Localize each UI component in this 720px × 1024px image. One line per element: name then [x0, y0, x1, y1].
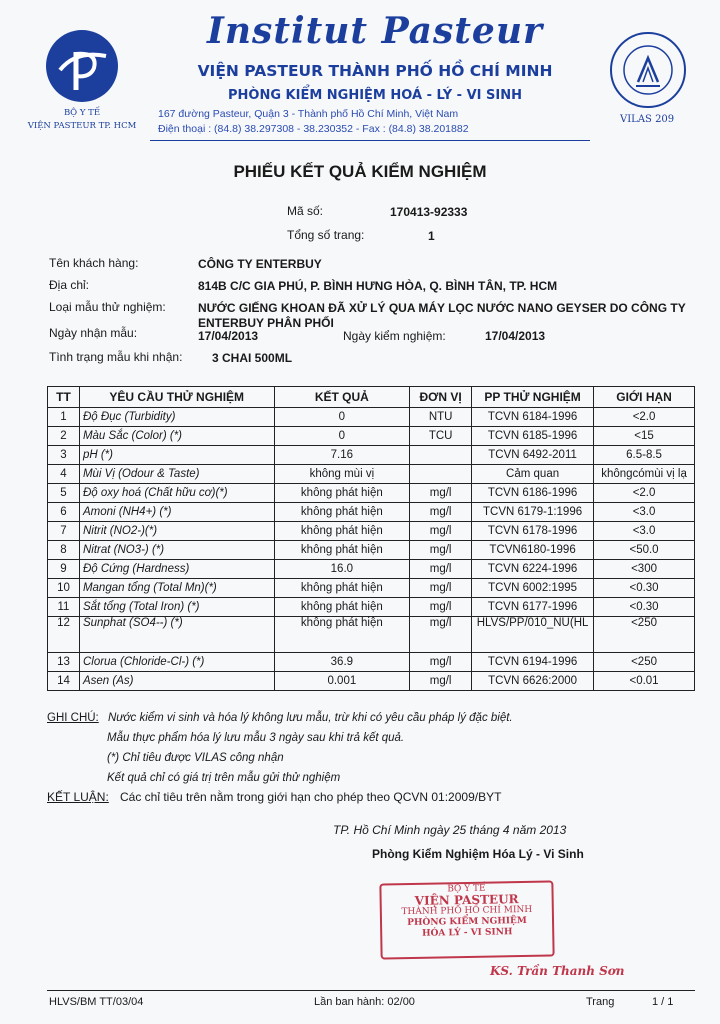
vilas-number: VILAS 209	[620, 114, 675, 125]
sample-type-value-2: ENTERBUY PHÂN PHỐI	[198, 316, 334, 330]
sample-type-label: Loại mẫu thử nghiệm:	[49, 300, 166, 314]
cell-method: TCVN 6178-1996	[472, 522, 594, 541]
ma-so-label: Mã số:	[287, 204, 324, 218]
table-row	[48, 446, 695, 465]
sample-condition-label: Tình trạng mẫu khi nhận:	[49, 350, 183, 364]
cell-result: 16.0	[274, 560, 410, 579]
cell-tt: 2	[48, 427, 80, 446]
official-stamp	[379, 880, 554, 959]
sign-date: TP. Hồ Chí Minh ngày 25 tháng 4 năm 2013	[333, 823, 567, 837]
table-row	[48, 598, 695, 617]
cell-unit: mg/l	[410, 672, 472, 691]
cell-limit: <50.0	[594, 541, 695, 560]
cell-tt: 11	[48, 598, 80, 617]
conclusion-text: Các chỉ tiêu trên nằm trong giới hạn cho phép theo QCVN 01:2009/BYT	[120, 790, 502, 804]
page-number: 1 / 1	[652, 996, 674, 1008]
cell-unit: mg/l	[410, 560, 472, 579]
cell-test: Mangan tổng (Total Mn)(*)	[79, 579, 274, 598]
edition: Lần ban hành: 02/00	[314, 996, 415, 1008]
cell-method: TCVN 6185-1996	[472, 427, 594, 446]
cell-test: Độ Đục (Turbidity)	[79, 408, 274, 427]
cell-result: không phát hiện	[274, 522, 410, 541]
cell-test: Độ oxy hoá (Chất hữu cơ)(*)	[79, 484, 274, 503]
cell-limit: <2.0	[594, 408, 695, 427]
cell-tt: 5	[48, 484, 80, 503]
cell-tt: 10	[48, 579, 80, 598]
table-row	[48, 560, 695, 579]
note-line-2: Mẫu thực phẩm hóa lý lưu mẫu 3 ngày sau khi trả kết quả.	[107, 732, 405, 744]
conclusion-label: KẾT LUẬN:	[47, 790, 109, 804]
cell-method: Cảm quan	[472, 465, 594, 484]
cell-result: không phát hiện	[274, 484, 410, 503]
cell-method: TCVN 6224-1996	[472, 560, 594, 579]
cell-method: TCVN 6179-1:1996	[472, 503, 594, 522]
table-row	[48, 465, 695, 484]
footer-divider	[47, 990, 695, 991]
header-divider	[150, 140, 590, 141]
cell-limit: <0.01	[594, 672, 695, 691]
sign-department: Phòng Kiểm Nghiệm Hóa Lý - Vi Sinh	[372, 847, 584, 861]
cell-result: không phát hiện	[274, 503, 410, 522]
cell-test: Mùi Vị (Odour & Taste)	[79, 465, 274, 484]
received-date-value: 17/04/2013	[198, 329, 259, 343]
cell-limit: <300	[594, 560, 695, 579]
total-pages-label: Tổng số trang:	[287, 228, 365, 242]
cell-tt: 14	[48, 672, 80, 691]
ministry-label: BỘ Y TẾ	[63, 108, 101, 118]
cell-limit: 6.5-8.5	[594, 446, 695, 465]
cell-unit: mg/l	[410, 541, 472, 560]
stamp-line-1: BỘ Y TẾ	[447, 883, 486, 895]
cell-tt: 9	[48, 560, 80, 579]
pasteur-logo-icon	[46, 30, 118, 102]
cell-result: không phát hiện	[274, 617, 410, 653]
cell-tt: 7	[48, 522, 80, 541]
cell-result: 7.16	[274, 446, 410, 465]
table-row	[48, 617, 695, 653]
cell-method: HLVS/PP/010_NU(HL	[472, 617, 594, 653]
cell-test: Nitrat (NO3-) (*)	[79, 541, 274, 560]
table-row	[48, 408, 695, 427]
note-line-1: Nước kiểm vi sinh và hóa lý không lưu mẫu, trừ khi có yêu cầu pháp lý đặc biệt.	[107, 712, 513, 724]
cell-method: TCVN 6492-2011	[472, 446, 594, 465]
cell-test: Độ Cứng (Hardness)	[79, 560, 274, 579]
table-row	[48, 541, 695, 560]
cell-tt: 6	[48, 503, 80, 522]
note-line-4: Kết quả chỉ có giá trị trên mẫu gửi thử nghiệm	[107, 772, 341, 784]
cell-test: Asen (As)	[79, 672, 274, 691]
table-row	[48, 522, 695, 541]
cell-limit: <250	[594, 617, 695, 653]
cell-unit	[410, 446, 472, 465]
sample-condition-value: 3 CHAI 500ML	[212, 351, 293, 365]
stamp-line-3: THÀNH PHỐ HỒ CHÍ MINH	[401, 904, 533, 918]
cell-tt: 8	[48, 541, 80, 560]
stamp-line-2: VIỆN PASTEUR	[414, 892, 519, 908]
cell-unit: mg/l	[410, 598, 472, 617]
cell-result: 36.9	[274, 653, 410, 672]
table-row	[48, 579, 695, 598]
cell-tt: 3	[48, 446, 80, 465]
phone-fax: Điện thoại : (84.8) 38.297308 - 38.230352 - Fax : (84.8) 38.201882	[158, 123, 469, 135]
note-line-3: (*) Chỉ tiêu được VILAS công nhận	[107, 752, 284, 764]
col-header-method: PP THỬ NGHIỆM	[472, 387, 594, 408]
cell-result: không phát hiện	[274, 541, 410, 560]
results-table	[47, 386, 695, 691]
cell-limit: <0.30	[594, 598, 695, 617]
cell-method: TCVN 6194-1996	[472, 653, 594, 672]
table-row	[48, 672, 695, 691]
lab-name: PHÒNG KIỂM NGHIỆM HOÁ - LÝ - VI SINH	[228, 88, 522, 103]
table-row	[48, 503, 695, 522]
test-date-label: Ngày kiểm nghiệm:	[343, 329, 446, 343]
cell-limit: khôngcómùi vị lạ	[594, 465, 695, 484]
cell-unit: mg/l	[410, 617, 472, 653]
accreditation-seal	[608, 30, 688, 110]
cell-result: 0.001	[274, 672, 410, 691]
cell-limit: <3.0	[594, 522, 695, 541]
cell-limit: <2.0	[594, 484, 695, 503]
cell-tt: 4	[48, 465, 80, 484]
cell-unit: mg/l	[410, 653, 472, 672]
table-header-row	[48, 387, 695, 408]
table-row	[48, 427, 695, 446]
cell-method: TCVN 6177-1996	[472, 598, 594, 617]
cell-result: không phát hiện	[274, 579, 410, 598]
cell-test: Clorua (Chloride-Cl-) (*)	[79, 653, 274, 672]
cell-test: Sunphat (SO4--) (*)	[79, 617, 274, 653]
cell-method: TCVN6180-1996	[472, 541, 594, 560]
notes-label: GHI CHÚ:	[47, 712, 99, 724]
cell-method: TCVN 6186-1996	[472, 484, 594, 503]
notes-block	[47, 708, 513, 788]
cell-method: TCVN 6626:2000	[472, 672, 594, 691]
institut-pasteur-title: Institut Pasteur	[207, 10, 543, 52]
cell-unit: NTU	[410, 408, 472, 427]
table-row	[48, 484, 695, 503]
cell-method: TCVN 6002:1995	[472, 579, 594, 598]
cell-unit	[410, 465, 472, 484]
received-date-label: Ngày nhận mẫu:	[49, 326, 138, 340]
cell-limit: <0.30	[594, 579, 695, 598]
address-value: 814B C/C GIA PHÚ, P. BÌNH HƯNG HÒA, Q. BÌNH TÂN, TP. HCM	[198, 279, 558, 293]
cell-result: không phát hiện	[274, 598, 410, 617]
cell-limit: <15	[594, 427, 695, 446]
cell-limit: <250	[594, 653, 695, 672]
cell-test: Nitrit (NO2-)(*)	[79, 522, 274, 541]
cell-test: pH (*)	[79, 446, 274, 465]
cell-unit: mg/l	[410, 484, 472, 503]
cell-tt: 13	[48, 653, 80, 672]
cell-unit: mg/l	[410, 503, 472, 522]
total-pages-value: 1	[428, 229, 435, 243]
col-header-test: YÊU CẦU THỬ NGHIỆM	[79, 387, 274, 408]
customer-label: Tên khách hàng:	[49, 256, 139, 270]
institute-name: VIỆN PASTEUR THÀNH PHỐ HỒ CHÍ MINH	[197, 62, 553, 80]
cell-tt: 12	[48, 617, 80, 653]
test-date-value: 17/04/2013	[485, 329, 546, 343]
cell-result: không mùi vị	[274, 465, 410, 484]
cell-test: Sắt tổng (Total Iron) (*)	[79, 598, 274, 617]
cell-result: 0	[274, 408, 410, 427]
accreditation-seal-icon	[608, 30, 688, 110]
cell-test: Amoni (NH4+) (*)	[79, 503, 274, 522]
cell-unit: TCU	[410, 427, 472, 446]
address: 167 đường Pasteur, Quận 3 - Thành phố Hồ Chí Minh, Việt Nam	[158, 108, 459, 120]
stamp-line-4: PHÒNG KIỂM NGHIỆM	[407, 915, 527, 929]
cell-method: TCVN 6184-1996	[472, 408, 594, 427]
cell-result: 0	[274, 427, 410, 446]
cell-tt: 1	[48, 408, 80, 427]
cell-unit: mg/l	[410, 522, 472, 541]
form-code: HLVS/BM TT/03/04	[49, 996, 144, 1008]
institute-short-label: VIỆN PASTEUR TP. HCM	[27, 121, 137, 131]
customer-value: CÔNG TY ENTERBUY	[198, 257, 322, 271]
col-header-unit: ĐƠN VỊ	[410, 387, 472, 408]
cell-limit: <3.0	[594, 503, 695, 522]
ma-so-value: 170413-92333	[390, 205, 468, 219]
col-header-tt: TT	[48, 387, 80, 408]
document-title: PHIẾU KẾT QUẢ KIỂM NGHIỆM	[233, 162, 487, 181]
col-header-limit: GIỚI HẠN	[594, 387, 695, 408]
cell-unit: mg/l	[410, 579, 472, 598]
table-row	[48, 653, 695, 672]
stamp-line-5: HÓA LÝ - VI SINH	[421, 927, 513, 939]
institute-logo	[46, 30, 118, 102]
page-label: Trang	[586, 996, 615, 1008]
sample-type-value-1: NƯỚC GIẾNG KHOAN ĐÃ XỬ LÝ QUA MÁY LỌC NƯỚC NANO GEYSER DO CÔNG TY	[198, 301, 686, 315]
cell-test: Màu Sắc (Color) (*)	[79, 427, 274, 446]
signer-name: KS. Trần Thanh Sơn	[490, 964, 625, 978]
address-label: Địa chỉ:	[49, 278, 90, 292]
col-header-result: KẾT QUẢ	[274, 387, 410, 408]
